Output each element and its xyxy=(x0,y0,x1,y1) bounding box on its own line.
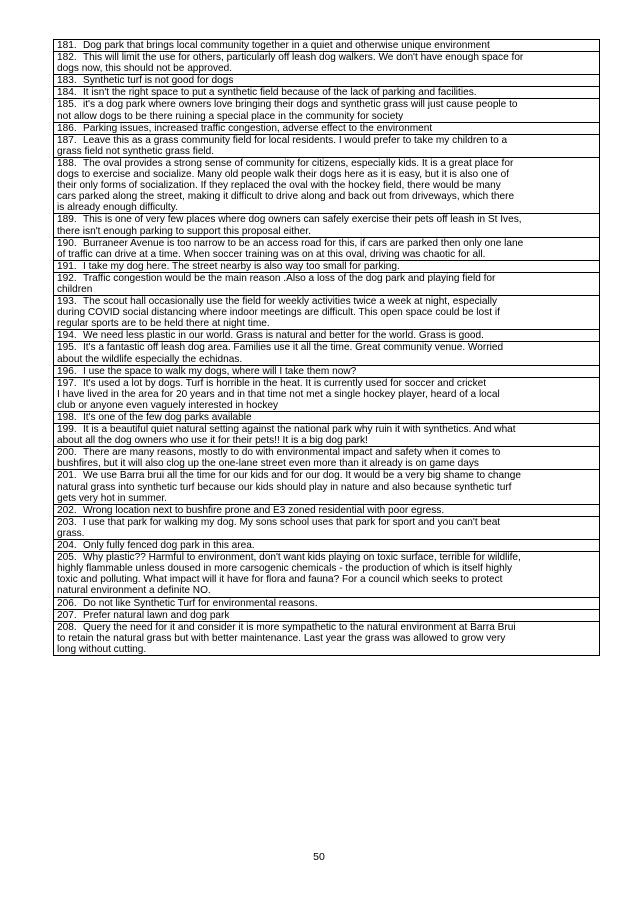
table-row xyxy=(54,40,600,52)
response-first-line xyxy=(57,598,597,609)
response-number: 198. xyxy=(57,412,77,423)
response-first-line xyxy=(57,123,597,134)
response-number: 205. xyxy=(57,552,77,564)
table-row xyxy=(54,470,600,504)
response-continuation-line: club or anyone even vaguely interested in hockey xyxy=(57,399,279,411)
response-first-line xyxy=(57,296,597,307)
response-number: 197. xyxy=(57,377,77,389)
response-text: Synthetic turf is not good for dogs xyxy=(83,75,234,87)
response-text: Prefer natural lawn and dog park xyxy=(83,609,230,621)
response-cell xyxy=(54,237,600,260)
response-text: It's a fantastic off leash dog area. Families use it all the time. Great community venue. Worried xyxy=(83,342,504,354)
response-cell xyxy=(54,296,600,330)
response-continuation-line: cars parked along the street, making it difficult to drive along and back out from driveways, which there xyxy=(57,191,515,203)
response-number: 186. xyxy=(57,122,77,134)
response-first-line xyxy=(57,342,597,353)
response-first-line xyxy=(57,552,597,563)
response-text: it's a dog park where owners love bringing their dogs and synthetic grass will just cause people to xyxy=(83,99,518,111)
response-text: I use the space to walk my dogs, where will I take them now? xyxy=(83,365,357,377)
response-cell xyxy=(54,621,600,655)
response-first-line xyxy=(57,447,597,458)
response-cell xyxy=(54,516,600,539)
response-continuation-line: gets very hot in summer. xyxy=(57,492,167,504)
response-first-line xyxy=(57,214,597,225)
response-number: 183. xyxy=(57,75,77,87)
response-cell xyxy=(54,377,600,411)
response-cell xyxy=(54,424,600,447)
table-row xyxy=(54,342,600,365)
response-text: I take my dog here. The street nearby is also way too small for parking. xyxy=(83,260,400,272)
response-number: 196. xyxy=(57,365,77,377)
response-number: 200. xyxy=(57,447,77,459)
response-cell xyxy=(54,470,600,504)
response-first-line xyxy=(57,238,597,249)
response-text: Wrong location next to bushfire prone and E3 zoned residential with poor egress. xyxy=(83,504,445,516)
page-number: 50 xyxy=(313,851,325,863)
response-number: 191. xyxy=(57,260,77,272)
response-cell xyxy=(54,504,600,516)
response-number: 195. xyxy=(57,342,77,354)
response-number: 193. xyxy=(57,296,77,308)
response-continuation-line: there isn't enough parking to support this proposal either. xyxy=(57,225,311,237)
response-text: Dog park that brings local community together in a quiet and otherwise unique environment xyxy=(83,40,490,51)
response-number: 202. xyxy=(57,504,77,516)
response-continuation-line: about the wildlife especially the echidnas. xyxy=(57,353,243,365)
response-first-line xyxy=(57,52,597,63)
response-first-line xyxy=(57,75,597,86)
table-row xyxy=(54,260,600,272)
response-cell xyxy=(54,214,600,237)
response-first-line xyxy=(57,622,597,633)
table-row xyxy=(54,214,600,237)
response-first-line xyxy=(57,366,597,377)
table-row xyxy=(54,365,600,377)
table-row xyxy=(54,52,600,75)
response-cell xyxy=(54,87,600,99)
response-cell xyxy=(54,52,600,75)
response-first-line xyxy=(57,158,597,169)
response-text: I use that park for walking my dog. My sons school uses that park for sport and you can't beat xyxy=(83,516,501,528)
response-cell xyxy=(54,157,600,213)
response-continuation-line: regular sports are to be held there at night time. xyxy=(57,318,270,330)
table-row xyxy=(54,540,600,552)
response-continuation-line: during COVID social distancing where indoor meetings are difficult. This open space could be lost if xyxy=(57,307,500,319)
response-first-line xyxy=(57,330,597,341)
table-row xyxy=(54,87,600,99)
response-number: 188. xyxy=(57,157,77,169)
table-row xyxy=(54,134,600,157)
response-continuation-line: of traffic can drive at a time. When soccer training was on at this oval, driving was chaotic for all. xyxy=(57,248,486,260)
response-cell xyxy=(54,365,600,377)
response-cell xyxy=(54,330,600,342)
response-cell xyxy=(54,134,600,157)
table-row xyxy=(54,75,600,87)
response-text: This will limit the use for others, particularly off leash dog walkers. We don't have enough space for xyxy=(83,52,524,64)
response-text: It isn't the right space to put a synthetic field because of the lack of parking and facilities. xyxy=(83,87,477,99)
response-text: Burraneer Avenue is too narrow to be an access road for this, if cars are parked then only one lane xyxy=(83,237,524,249)
response-text: Traffic congestion would be the main reason .Also a loss of the dog park and playing field for xyxy=(83,272,496,284)
table-row xyxy=(54,99,600,122)
response-text: The scout hall occasionally use the field for weekly activities twice a week at night, especially xyxy=(83,296,498,308)
response-number: 201. xyxy=(57,470,77,482)
response-first-line xyxy=(57,540,597,551)
response-number: 190. xyxy=(57,237,77,249)
response-first-line xyxy=(57,273,597,284)
table-row xyxy=(54,597,600,609)
table-row xyxy=(54,504,600,516)
table-row xyxy=(54,377,600,411)
response-number: 207. xyxy=(57,609,77,621)
response-number: 185. xyxy=(57,99,77,111)
response-first-line xyxy=(57,99,597,110)
response-continuation-line: about all the dog owners who use it for their pets!! It is a big dog park! xyxy=(57,435,368,447)
response-text: Why plastic?? Harmful to environment, don't want kids playing on toxic surface, terrible for wildlife, xyxy=(83,552,521,564)
response-cell xyxy=(54,260,600,272)
response-number: 203. xyxy=(57,516,77,528)
table-row xyxy=(54,516,600,539)
response-number: 204. xyxy=(57,540,77,552)
response-continuation-line: natural environment a definite NO. xyxy=(57,585,211,597)
response-number: 184. xyxy=(57,87,77,99)
response-number: 192. xyxy=(57,272,77,284)
table-row xyxy=(54,237,600,260)
table-row xyxy=(54,122,600,134)
response-first-line xyxy=(57,40,597,51)
response-cell xyxy=(54,609,600,621)
response-text: We use Barra brui all the time for our kids and for our dog. It would be a very big shame to change xyxy=(83,470,522,482)
response-cell xyxy=(54,540,600,552)
response-continuation-line: toxic and polluting. What impact will it have for flora and fauna? For a council which seeks to protect xyxy=(57,574,503,586)
response-number: 181. xyxy=(57,40,77,51)
response-cell xyxy=(54,597,600,609)
response-continuation-line: children xyxy=(57,283,93,295)
response-cell xyxy=(54,552,600,597)
response-first-line xyxy=(57,470,597,481)
table-row xyxy=(54,424,600,447)
response-continuation-line: to retain the natural grass but with better maintenance. Last year the grass was allowed to grow very xyxy=(57,632,506,644)
response-number: 182. xyxy=(57,52,77,64)
response-number: 206. xyxy=(57,597,77,609)
response-text: It is a beautiful quiet natural setting against the national park why ruin it with synthetics. And what xyxy=(83,424,516,436)
response-text: We need less plastic in our world. Grass is natural and better for the world. Grass is good. xyxy=(83,330,484,342)
response-text: This is one of very few places where dog owners can safely exercise their pets off leash in St Ives, xyxy=(83,214,522,226)
response-continuation-line: their only forms of socialization. If they replaced the oval with the hockey field, there would be many xyxy=(57,180,501,192)
response-first-line xyxy=(57,517,597,528)
response-cell xyxy=(54,75,600,87)
response-number: 189. xyxy=(57,214,77,226)
page-body xyxy=(53,39,600,656)
table-row xyxy=(54,330,600,342)
response-text: Only fully fenced dog park in this area. xyxy=(83,540,255,552)
response-continuation-line: grass field not synthetic grass field. xyxy=(57,145,215,157)
table-row xyxy=(54,552,600,597)
response-continuation-line: bushfires, but it will also clog up the one-lane street even more than it already is on game days xyxy=(57,458,479,470)
response-first-line xyxy=(57,261,597,272)
response-first-line xyxy=(57,610,597,621)
table-row xyxy=(54,609,600,621)
response-cell xyxy=(54,40,600,52)
response-text: There are many reasons, mostly to do with environmental impact and safety when it comes to xyxy=(83,447,501,459)
response-first-line xyxy=(57,412,597,423)
response-cell xyxy=(54,412,600,424)
response-continuation-line: not allow dogs to be there ruining a special place in the community for society xyxy=(57,110,404,122)
response-text: Parking issues, increased traffic congestion, adverse effect to the environment xyxy=(83,122,433,134)
response-continuation-line: highly flammable unless doused in more carsogenic chemicals - the production of which is itself highly xyxy=(57,563,513,575)
response-first-line xyxy=(57,87,597,98)
response-first-line xyxy=(57,424,597,435)
table-row xyxy=(54,621,600,655)
table-row xyxy=(54,447,600,470)
response-cell xyxy=(54,447,600,470)
response-continuation-line: dogs to exercise and socialize. Many old people walk their dogs here as it is easy, but it is also one of xyxy=(57,169,510,181)
response-first-line xyxy=(57,505,597,516)
table-row xyxy=(54,296,600,330)
response-number: 187. xyxy=(57,134,77,146)
response-number: 199. xyxy=(57,424,77,436)
response-continuation-line: long without cutting. xyxy=(57,643,147,655)
response-continuation-line: is already enough difficulty. xyxy=(57,202,178,214)
response-number: 194. xyxy=(57,330,77,342)
response-text: The oval provides a strong sense of community for citizens, especially kids. It is a great place for xyxy=(83,157,514,169)
responses-table-body xyxy=(54,40,600,656)
table-row xyxy=(54,412,600,424)
response-first-line xyxy=(57,135,597,146)
response-continuation-line: grass. xyxy=(57,527,85,539)
table-row xyxy=(54,272,600,295)
response-text: Leave this as a grass community field for local residents. I would prefer to take my children to a xyxy=(83,134,508,146)
response-text: Do not like Synthetic Turf for environmental reasons. xyxy=(83,597,318,609)
response-continuation-line: dogs now, this should not be approved. xyxy=(57,63,233,75)
responses-table xyxy=(53,39,600,656)
table-row xyxy=(54,157,600,213)
response-cell xyxy=(54,272,600,295)
response-text: Query the need for it and consider it is more sympathetic to the natural environment at Barra Brui xyxy=(83,621,516,633)
response-continuation-line: natural grass into synthetic turf because our kids should play in nature and also because synthetic turf xyxy=(57,481,512,493)
response-cell xyxy=(54,122,600,134)
response-cell xyxy=(54,99,600,122)
response-text: It's used a lot by dogs. Turf is horrible in the heat. It is currently used for soccer and cricket xyxy=(83,377,487,389)
response-number: 208. xyxy=(57,621,77,633)
response-continuation-line: I have lived in the area for 20 years and in that time not met a single hockey player, heard of a local xyxy=(57,388,500,400)
response-first-line xyxy=(57,378,597,389)
response-text: It's one of the few dog parks available xyxy=(83,412,252,423)
response-cell xyxy=(54,342,600,365)
